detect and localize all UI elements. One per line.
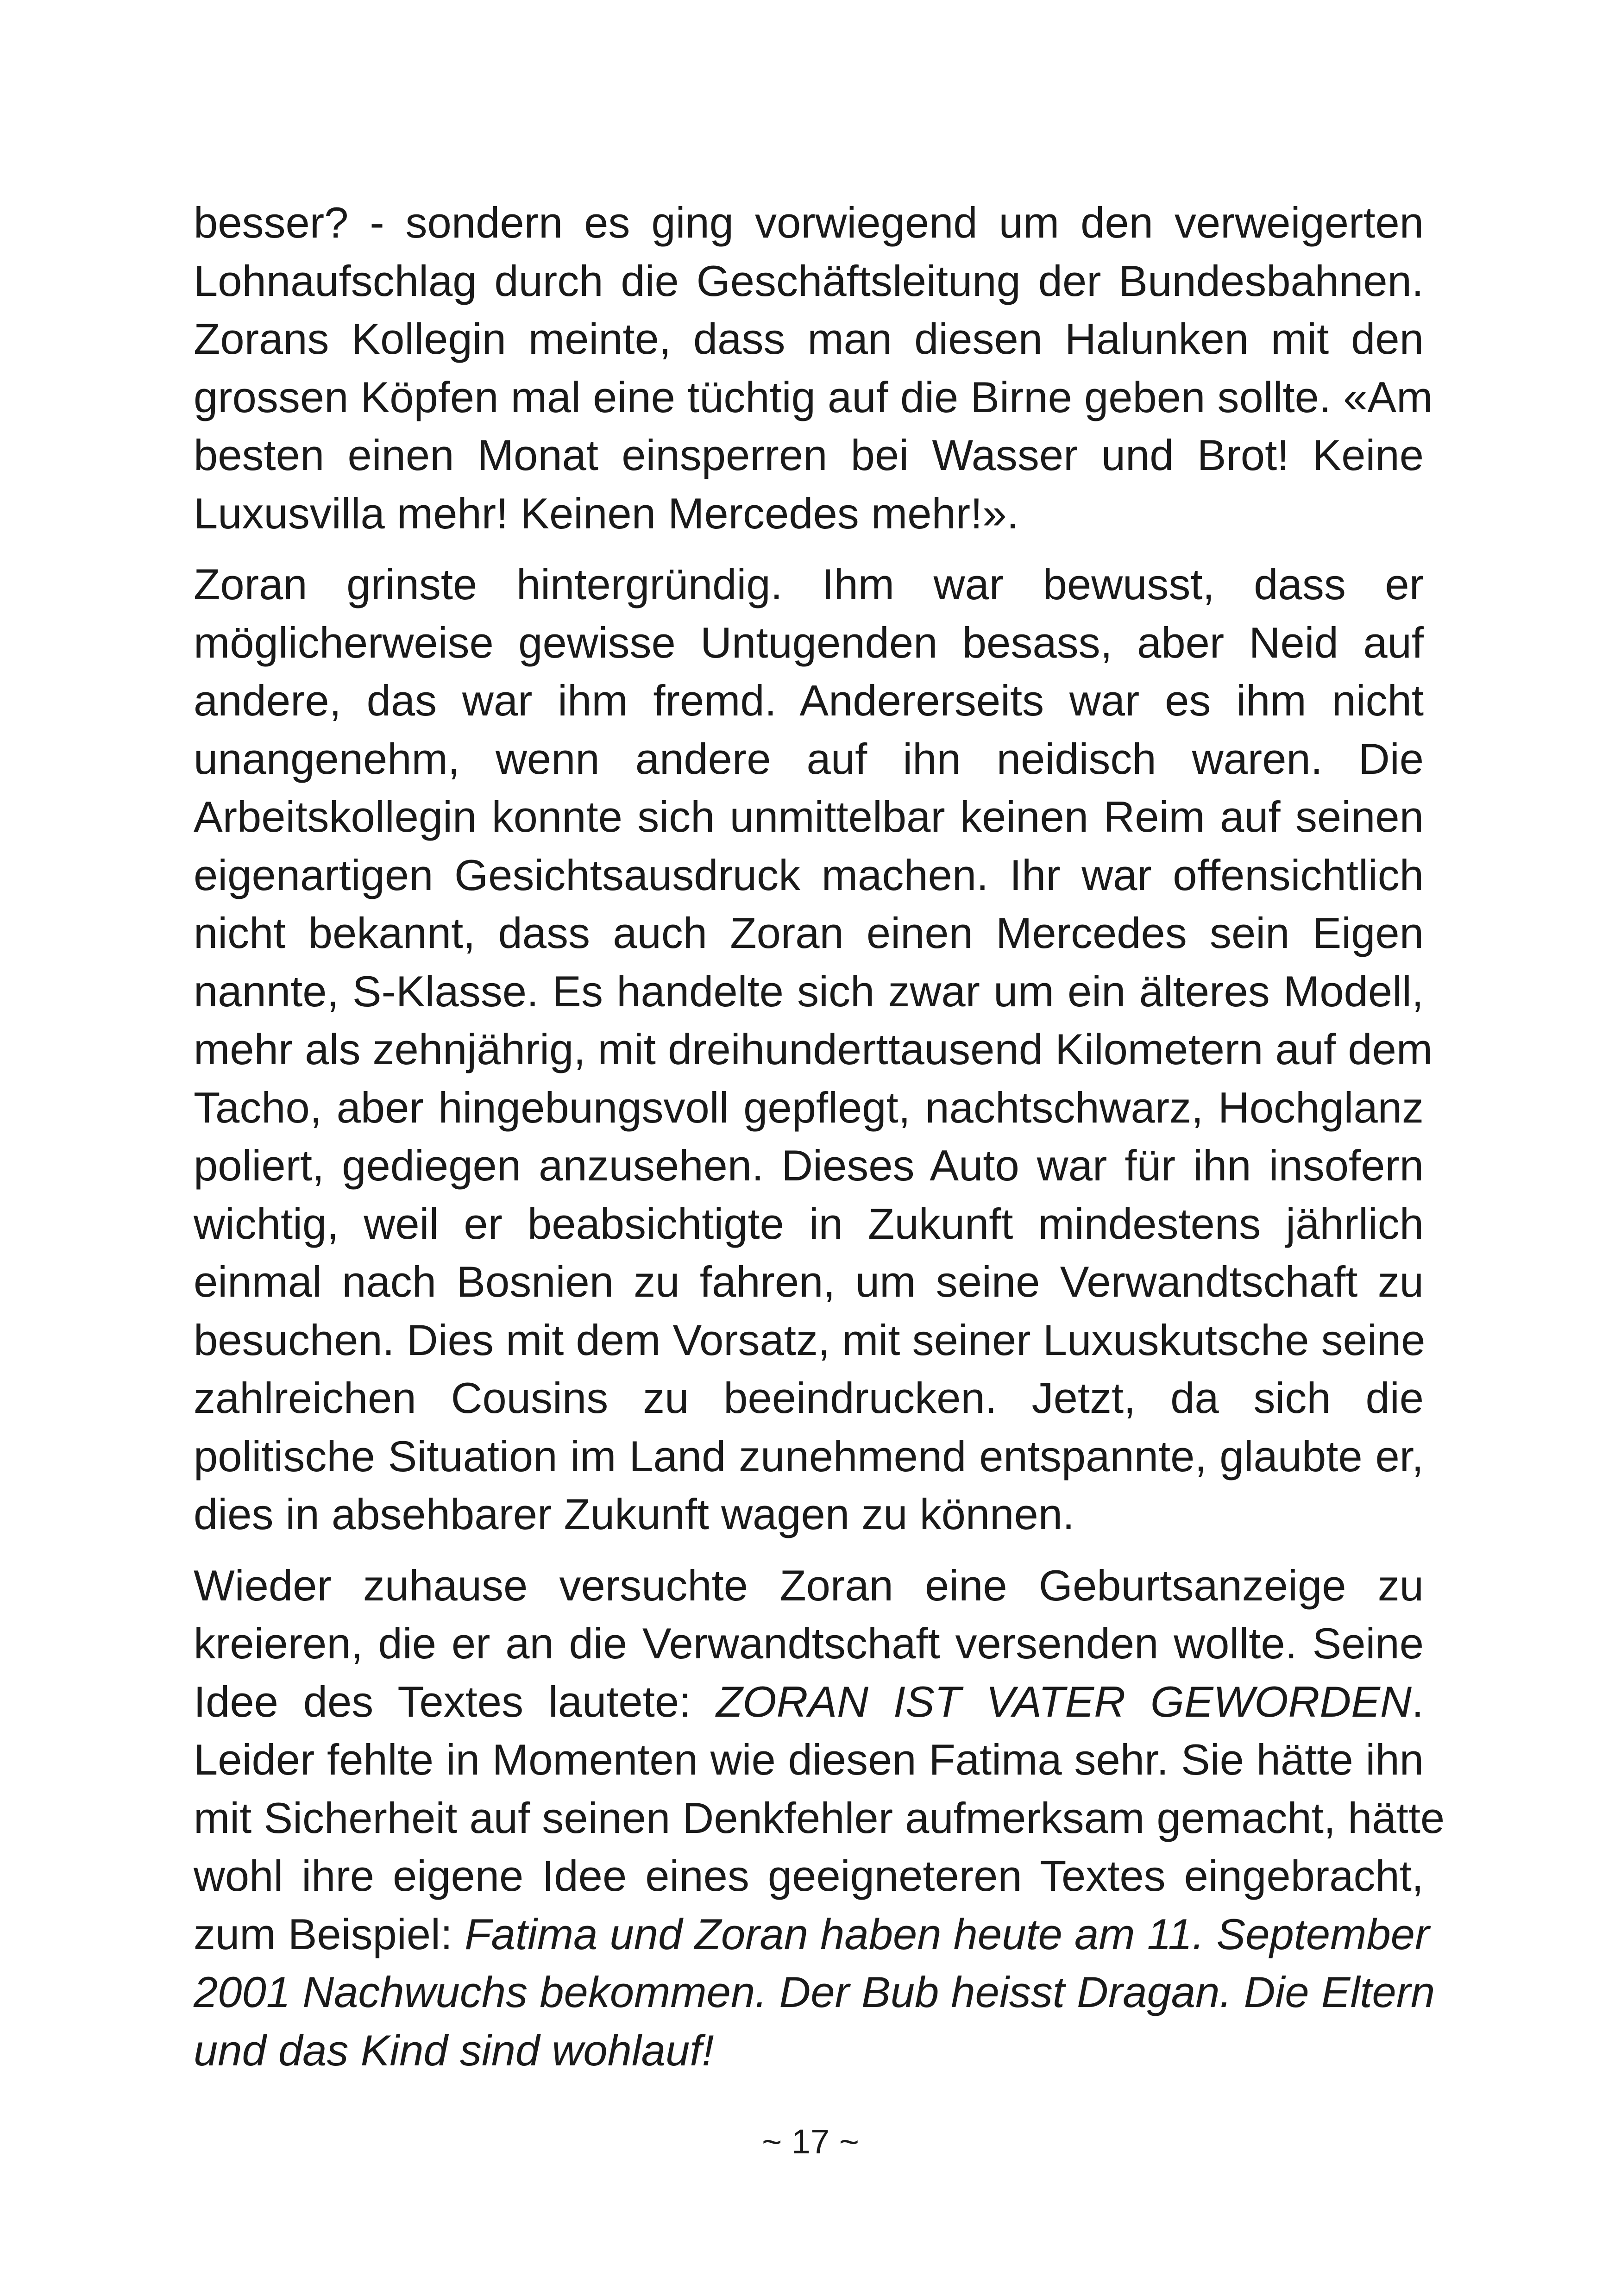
text-line: einmal nach Bosnien zu fahren, um seine Verwandtschaft zu bbox=[194, 1257, 1424, 1306]
example-prefix: zum Beispiel: bbox=[194, 1909, 465, 1958]
text-line bbox=[194, 1673, 1424, 1731]
example-italic: Fatima und Zoran haben heute am 11. September bbox=[465, 1909, 1430, 1958]
text-line: Luxusvilla mehr! Keinen Mercedes mehr!». bbox=[194, 489, 1019, 538]
example-italic: 2001 Nachwuchs bekommen. Der Bub heisst Dragan. Die Eltern bbox=[194, 1968, 1435, 2016]
paragraph-1 bbox=[194, 194, 1433, 542]
idea-prefix: Idee des Textes lautete: bbox=[194, 1677, 716, 1726]
text-line: möglicherweise gewisse Untugenden besass, aber Neid auf bbox=[194, 618, 1424, 667]
text-line: andere, das war ihm fremd. Andererseits war es ihm nicht bbox=[194, 676, 1424, 725]
text-line: nicht bekannt, dass auch Zoran einen Mercedes sein Eigen bbox=[194, 909, 1424, 957]
text-line: nannte, S-Klasse. Es handelte sich zwar um ein älteres Modell, bbox=[194, 966, 1424, 1016]
text-line: Wieder zuhause versuchte Zoran eine Geburtsanzeige zu bbox=[194, 1561, 1424, 1610]
text-line: Zoran grinste hintergründig. Ihm war bewusst, dass er bbox=[194, 560, 1424, 609]
text-line: dies in absehbarer Zukunft wagen zu können. bbox=[194, 1490, 1075, 1538]
text-line: Lohnaufschlag durch die Geschäftsleitung der Bundesbahnen. bbox=[194, 256, 1424, 305]
idea-suffix: . bbox=[1411, 1677, 1424, 1726]
text-line: mit Sicherheit auf seinen Denkfehler aufmerksam gemacht, hätte bbox=[194, 1793, 1445, 1842]
text-line: poliert, gediegen anzusehen. Dieses Auto war für ihn insofern bbox=[194, 1141, 1424, 1190]
text-line bbox=[194, 1905, 1430, 1964]
text-line: kreieren, die er an die Verwandtschaft versenden wollte. Seine bbox=[194, 1619, 1424, 1668]
example-italic: und das Kind sind wohlauf! bbox=[194, 2026, 714, 2075]
text-line: wohl ihre eigene Idee eines geeigneteren Textes eingebracht, bbox=[194, 1851, 1424, 1900]
text-line: besser? - sondern es ging vorwiegend um den verweigerten bbox=[194, 198, 1424, 247]
paragraph-2 bbox=[194, 555, 1433, 1543]
text-line: eigenartigen Gesichtsausdruck machen. Ihr war offensichtlich bbox=[194, 850, 1424, 899]
text-line: grossen Köpfen mal eine tüchtig auf die Birne geben sollte. «Am bbox=[194, 372, 1433, 421]
text-line: unangenehm, wenn andere auf ihn neidisch waren. Die bbox=[194, 734, 1424, 783]
text-line: Zorans Kollegin meinte, dass man diesen Halunken mit den bbox=[194, 314, 1424, 363]
idea-italic: ZORAN IST VATER GEWORDEN bbox=[716, 1677, 1412, 1726]
body-text bbox=[194, 194, 1445, 2092]
text-line: politische Situation im Land zunehmend entspannte, glaubte er, bbox=[194, 1431, 1424, 1480]
text-line bbox=[194, 2021, 1424, 2080]
text-line: Arbeitskollegin konnte sich unmittelbar keinen Reim auf seinen bbox=[194, 792, 1424, 841]
paragraph-3 bbox=[194, 1556, 1445, 2080]
text-line: Leider fehlte in Momenten wie diesen Fatima sehr. Sie hätte ihn bbox=[194, 1735, 1424, 1784]
text-line: Tacho, aber hingebungsvoll gepflegt, nachtschwarz, Hochglanz bbox=[194, 1083, 1424, 1132]
text-line: wichtig, weil er beabsichtigte in Zukunft mindestens jährlich bbox=[194, 1199, 1424, 1248]
text-line: mehr als zehnjährig, mit dreihunderttausend Kilometern auf dem bbox=[194, 1025, 1433, 1073]
text-line: besuchen. Dies mit dem Vorsatz, mit seiner Luxuskutsche seine bbox=[194, 1315, 1426, 1364]
page-number: ~ 17 ~ bbox=[762, 2122, 859, 2161]
text-line bbox=[194, 1963, 1435, 2021]
text-line: besten einen Monat einsperren bei Wasser und Brot! Keine bbox=[194, 431, 1424, 479]
text-line: zahlreichen Cousins zu beeindrucken. Jetzt, da sich die bbox=[194, 1374, 1424, 1422]
